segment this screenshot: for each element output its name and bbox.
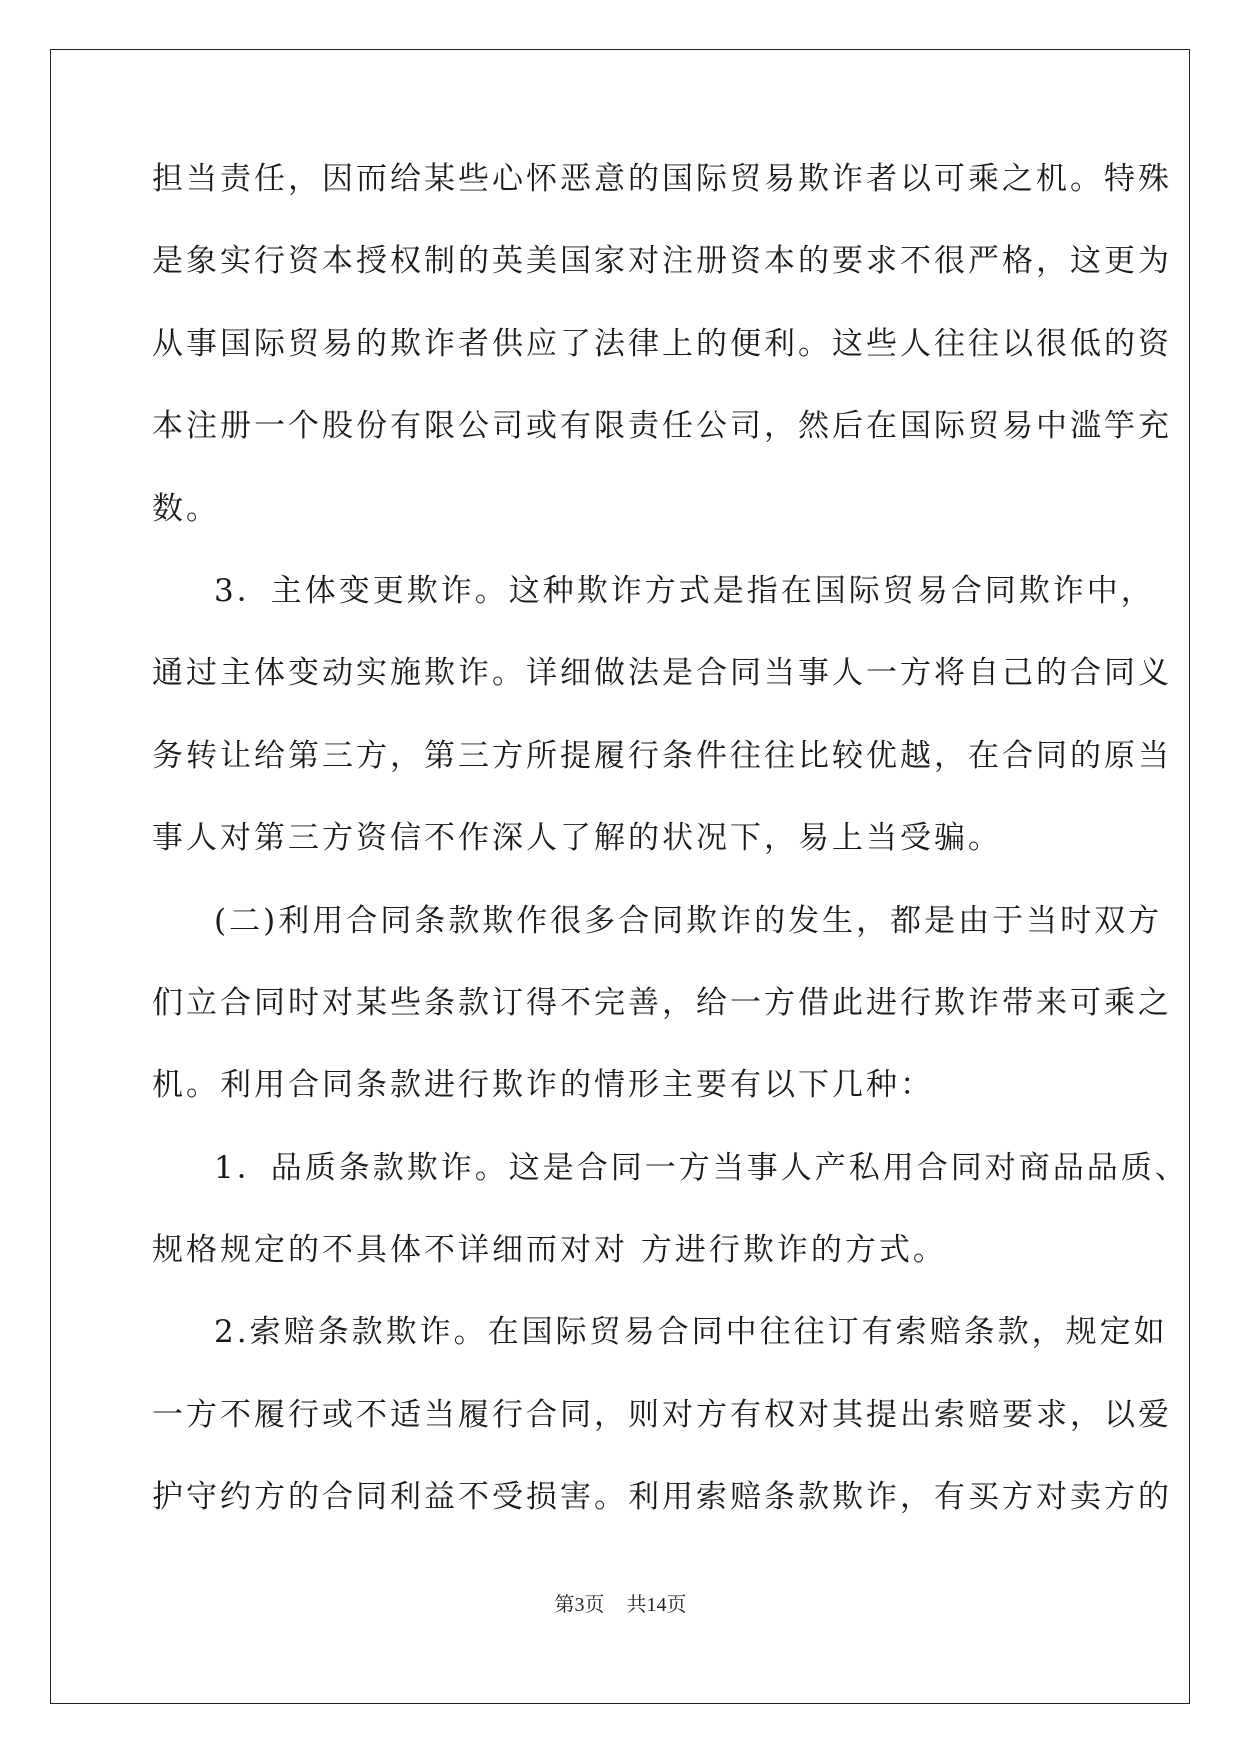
- page-footer: [0, 1588, 1241, 1617]
- page-total: 共14页: [626, 1594, 687, 1616]
- text-line: 数。: [152, 490, 220, 527]
- text-line: 本注册一个股份有限公司或有限责任公司，然后在国际贸易中滥竽充: [152, 408, 1172, 445]
- text-line: 是象实行资本授权制的英美国家对注册资本的要求不很严格，这更为: [152, 243, 1172, 280]
- document-body: [152, 159, 1189, 1560]
- text-line: 护守约方的合同利益不受损害。利用索赔条款欺诈，有买方对卖方的: [152, 1479, 1172, 1516]
- text-line: 通过主体变动实施欺诈。详细做法是合同当事人一方将自己的合同义: [152, 655, 1172, 692]
- text-line: 从事国际贸易的欺诈者供应了法律上的便利。这些人往往以很低的资: [152, 325, 1172, 362]
- page-number: 第3页: [554, 1594, 605, 1616]
- text-line: 担当责任，因而给某些心怀恶意的国际贸易欺诈者以可乘之机。特殊: [152, 161, 1172, 197]
- paragraph-start-line: (二)利用合同条款欺作很多合同欺诈的发生，都是由于当时双方: [214, 902, 1163, 939]
- text-line: 规格规定的不具体不详细而对对 方进行欺诈的方式。: [152, 1232, 947, 1269]
- paragraph-start-line: 2.索赔条款欺诈。在国际贸易合同中往往订有索赔条款，规定如: [214, 1314, 1168, 1351]
- text-line: 一方不履行或不适当履行合同，则对方有权对其提出索赔要求，以爱: [152, 1396, 1172, 1433]
- text-line: 机。利用合同条款进行欺诈的情形主要有以下几种：: [152, 1067, 934, 1104]
- paragraph-start-line: 3．主体变更欺诈。这种欺诈方式是指在国际贸易合同欺诈中，: [214, 572, 1155, 609]
- text-line: 们立合同时对某些条款订得不完善，给一方借此进行欺诈带来可乘之: [152, 984, 1172, 1021]
- text-line: 务转让给第三方，第三方所提履行条件往往比较优越，在合同的原当: [152, 737, 1172, 774]
- paragraph-start-line: 1．品质条款欺诈。这是合同一方当事人产私用合同对商品品质、: [214, 1149, 1189, 1186]
- text-line: 事人对第三方资信不作深人了解的状况下，易上当受骗。: [152, 820, 1002, 857]
